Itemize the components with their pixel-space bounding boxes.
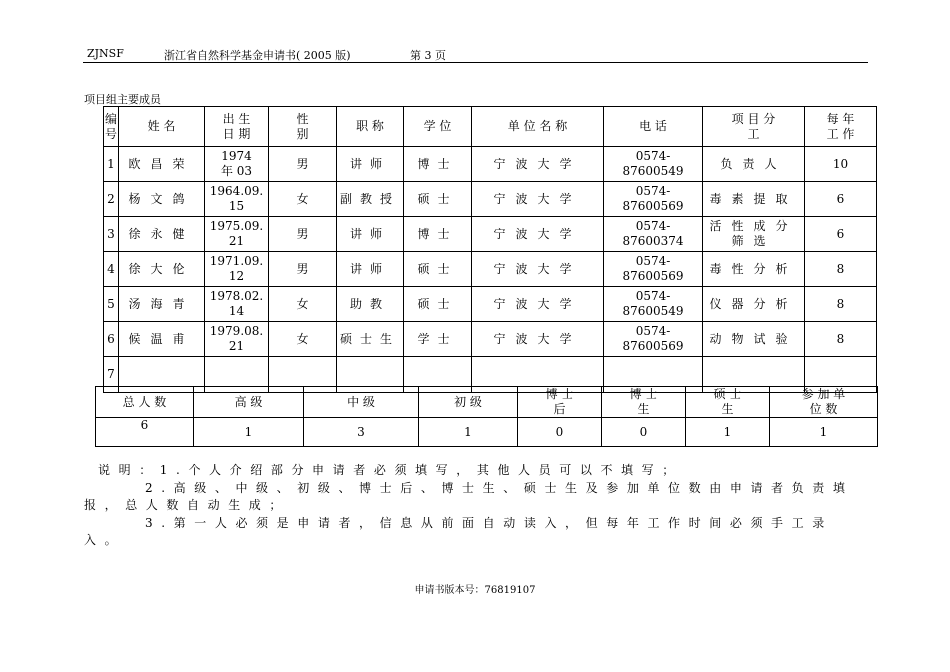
totals-header-row [96, 387, 878, 418]
members-row [104, 287, 877, 322]
members-cell: 0574- 87600549 [604, 147, 703, 182]
members-row [104, 252, 877, 287]
members-header-cell: 性 别 [269, 107, 337, 147]
members-cell: 男 [269, 147, 337, 182]
members-header-cell: 每 年 工 作 [805, 107, 877, 147]
totals-table [95, 386, 878, 447]
totals-header-cell: 参 加 单 位 数 [770, 387, 878, 418]
members-cell: 宁波大学 [472, 217, 604, 252]
totals-value-cell: 0 [602, 418, 686, 447]
members-cell: 0574- 87600374 [604, 217, 703, 252]
members-cell: 宁波大学 [472, 322, 604, 357]
header-rule [83, 62, 868, 63]
totals-value-cell: 0 [518, 418, 602, 447]
members-cell: 4 [104, 252, 119, 287]
members-cell: 杨文鸽 [119, 182, 205, 217]
members-cell: 学士 [404, 322, 472, 357]
members-cell: 仪器分析 [703, 287, 805, 322]
totals-header-cell: 博 士 后 [518, 387, 602, 418]
members-header-cell: 职 称 [337, 107, 404, 147]
members-cell: 5 [104, 287, 119, 322]
totals-header-cell: 总 人 数 [96, 387, 194, 418]
members-cell: 徐永健 [119, 217, 205, 252]
members-cell: 0574- 87600569 [604, 182, 703, 217]
members-cell: 博士 [404, 147, 472, 182]
members-cell: 宁波大学 [472, 252, 604, 287]
members-cell: 1 [104, 147, 119, 182]
members-cell: 女 [269, 322, 337, 357]
notes [84, 462, 860, 550]
totals-header-cell: 初 级 [419, 387, 518, 418]
members-cell: 副教授 [337, 182, 404, 217]
header-title: 浙江省自然科学基金申请书( 2005 版) [164, 49, 351, 62]
note-3: 3.第一人必须是申请者，信息从前面自动读入，但每年工作时间必须手工录入。 [84, 515, 833, 547]
members-cell: 负责人 [703, 147, 805, 182]
members-cell: 硕士 [404, 287, 472, 322]
members-header-cell: 学 位 [404, 107, 472, 147]
note-2: 2.高级、中级、初级、博士后、博士生、硕士生及参加单位数由申请者负责填报，总人数自动生成； [84, 480, 854, 512]
members-cell: 6 [104, 322, 119, 357]
members-cell: 0574- 87600569 [604, 322, 703, 357]
members-cell: 女 [269, 182, 337, 217]
members-table [103, 106, 877, 393]
members-cell: 0574- 87600549 [604, 287, 703, 322]
members-cell: 1974 年 03 [205, 147, 269, 182]
members-cell: 1979.08. 21 [205, 322, 269, 357]
members-cell: 硕士 [404, 252, 472, 287]
members-cell: 助教 [337, 287, 404, 322]
totals-header-cell: 中 级 [304, 387, 419, 418]
totals-value-cell: 1 [686, 418, 770, 447]
members-cell: 男 [269, 252, 337, 287]
members-header-cell: 单 位 名 称 [472, 107, 604, 147]
members-header-cell: 编号 [104, 107, 119, 147]
members-cell: 3 [104, 217, 119, 252]
members-cell: 8 [805, 322, 877, 357]
members-row [104, 322, 877, 357]
members-cell: 1971.09. 12 [205, 252, 269, 287]
members-cell: 1975.09. 21 [205, 217, 269, 252]
version-footer: 申请书版本号：76819107 [414, 585, 536, 596]
totals-value-cell: 6 [96, 418, 194, 447]
members-cell: 6 [805, 182, 877, 217]
section-title: 项目组主要成员 [84, 93, 161, 106]
header-code: ZJNSF [87, 47, 124, 60]
members-cell: 宁波大学 [472, 287, 604, 322]
members-cell: 毒素提取 [703, 182, 805, 217]
members-cell: 8 [805, 252, 877, 287]
members-cell: 8 [805, 287, 877, 322]
members-cell: 1964.09. 15 [205, 182, 269, 217]
totals-header-cell: 博 士 生 [602, 387, 686, 418]
members-cell: 宁波大学 [472, 182, 604, 217]
members-cell: 硕士 [404, 182, 472, 217]
members-cell: 候温甫 [119, 322, 205, 357]
members-row [104, 147, 877, 182]
members-cell: 7 [104, 357, 119, 393]
members-cell: 讲师 [337, 252, 404, 287]
members-header-cell: 出 生 日 期 [205, 107, 269, 147]
members-cell: 2 [104, 182, 119, 217]
members-cell: 欧昌荣 [119, 147, 205, 182]
members-cell: 徐大伦 [119, 252, 205, 287]
members-cell: 硕士生 [337, 322, 404, 357]
members-header-cell: 姓 名 [119, 107, 205, 147]
members-cell: 6 [805, 217, 877, 252]
totals-value-cell: 1 [770, 418, 878, 447]
members-cell: 10 [805, 147, 877, 182]
members-cell: 讲师 [337, 217, 404, 252]
totals-value-row [96, 418, 878, 447]
members-header-cell: 电 话 [604, 107, 703, 147]
totals-value-cell: 1 [419, 418, 518, 447]
members-cell: 汤海青 [119, 287, 205, 322]
totals-header-cell: 硕 士 生 [686, 387, 770, 418]
members-cell: 0574- 87600569 [604, 252, 703, 287]
totals-value-cell: 1 [194, 418, 304, 447]
members-row [104, 182, 877, 217]
members-cell: 1978.02. 14 [205, 287, 269, 322]
members-header-row [104, 107, 877, 147]
note-1: 说明：1.个人介绍部分申请者必须填写，其他人员可以不填写； [98, 463, 683, 477]
members-cell: 宁波大学 [472, 147, 604, 182]
members-cell: 讲师 [337, 147, 404, 182]
members-cell: 动物试验 [703, 322, 805, 357]
header-page-number: 第 3 页 [410, 49, 446, 62]
totals-value-cell: 3 [304, 418, 419, 447]
members-cell: 毒性分析 [703, 252, 805, 287]
members-cell: 活性成分筛选 [703, 217, 805, 252]
totals-header-cell: 高 级 [194, 387, 304, 418]
members-cell: 博士 [404, 217, 472, 252]
members-cell: 男 [269, 217, 337, 252]
members-header-cell: 项 目 分 工 [703, 107, 805, 147]
members-row [104, 217, 877, 252]
members-cell: 女 [269, 287, 337, 322]
